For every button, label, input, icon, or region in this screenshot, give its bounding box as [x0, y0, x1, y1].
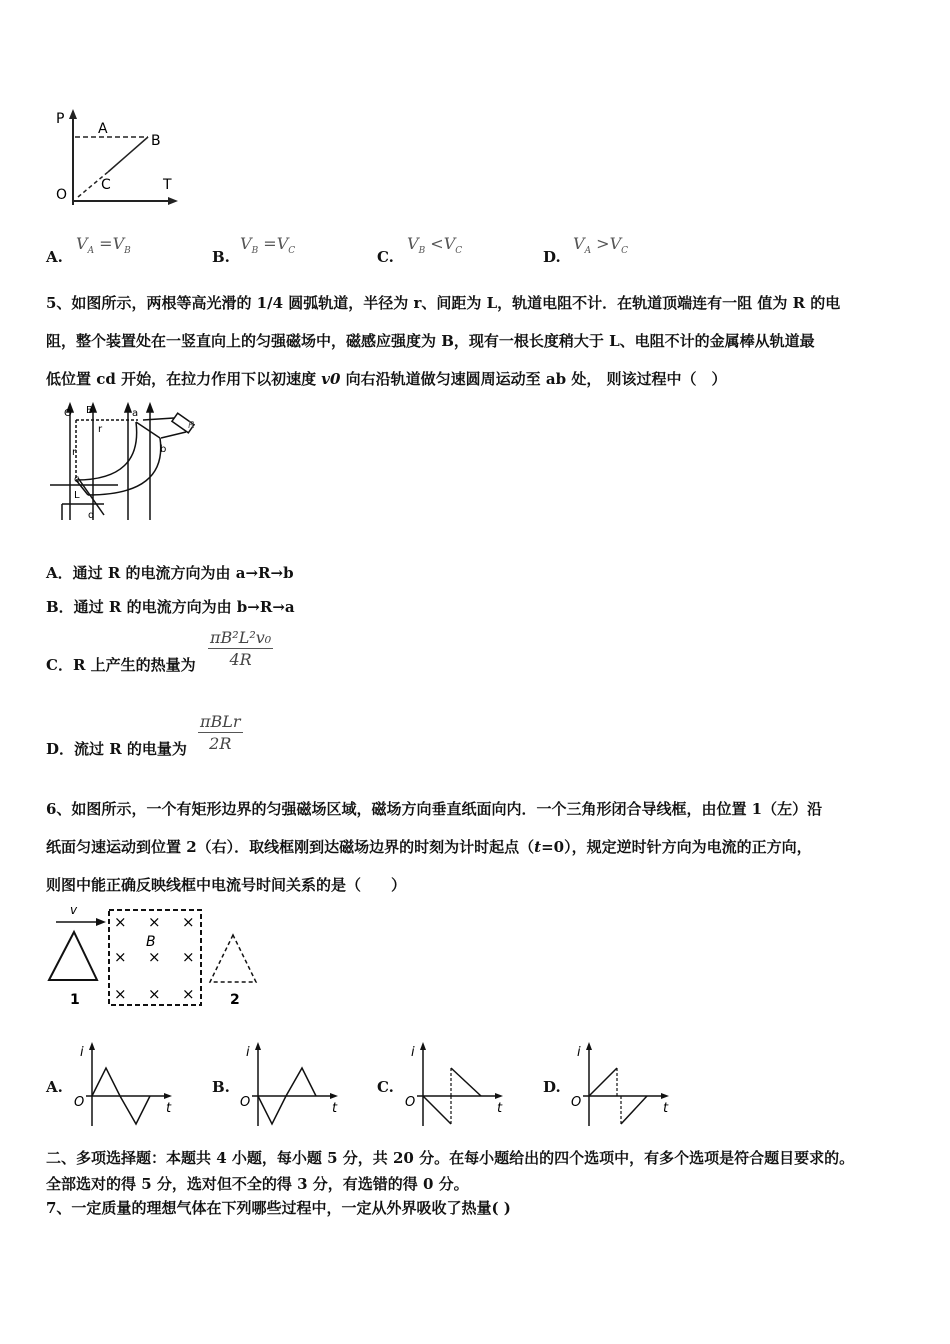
q5-line3-b: 向右沿轨道做匀速圆周运动至 ab 处， 则该过程中（ ） [340, 370, 727, 388]
q5-option-a[interactable]: A．通过 R 的电流方向为由 a→R→b [46, 564, 294, 582]
fraction-denominator: 2R [209, 734, 232, 753]
cross-mark: × [182, 913, 195, 931]
it-graph-d [563, 1038, 683, 1128]
option-letter: C. [377, 248, 394, 266]
axis-i-label: i [411, 1045, 415, 1060]
q6-option-a[interactable] [46, 1038, 186, 1128]
origin-label: O [56, 187, 68, 203]
q6-stem-line2 [46, 828, 906, 866]
q6-line2-a: 纸面匀速运动到位置 2（右）．取线框刚到达磁场边界的时刻为计时起点（ [46, 838, 535, 856]
origin-label: O [405, 1095, 416, 1110]
fig-l: L [74, 490, 80, 501]
q6-t: t [534, 838, 542, 856]
option-math: $V_A >V_C$ [573, 234, 629, 257]
cross-mark: × [148, 948, 161, 966]
cross-mark: × [114, 985, 127, 1003]
option-letter: D. [543, 1078, 561, 1096]
axis-p-label: P [56, 111, 65, 127]
axis-t-label: t [332, 1101, 338, 1116]
fraction-bar [208, 648, 273, 649]
axis-i-label: i [577, 1045, 581, 1060]
it-graph-b [232, 1038, 352, 1128]
fig-r1: r [98, 424, 103, 435]
q5-v0: v0 [321, 370, 341, 388]
option-math: $V_B <V_C$ [407, 234, 463, 257]
q5-stem-line1: 5、如图所示，两根等高光滑的 1/4 圆弧轨道，半径为 r、间距为 L，轨道电阻不计．在轨道顶端连有一阻 值为 R 的电 [46, 294, 841, 312]
q5-option-c-fraction [208, 628, 273, 669]
section2-heading-line2: 全部选对的得 5 分，选对但不全的得 3 分，有选错的得 0 分。 [46, 1175, 469, 1193]
axis-t-label: T [163, 177, 172, 193]
option-letter: A. [46, 248, 63, 266]
q6-stem-line3: 则图中能正确反映线框中电流号时间关系的是（ ） [46, 876, 407, 894]
fig-r2: r [72, 447, 77, 458]
fig-a: a [132, 408, 139, 419]
rail-figure [48, 400, 208, 525]
magnetic-field-figure [44, 900, 274, 1015]
q5-stem-line3 [46, 360, 906, 398]
pos2-label: 2 [230, 992, 240, 1008]
option-letter: B. [212, 1078, 230, 1096]
q6-option-b[interactable] [212, 1038, 352, 1128]
q5-stem-line2: 阻，整个装置处在一竖直向上的匀强磁场中，磁感应强度为 B，现有一根长度稍大于 L、电阻不计的金属棒从轨道最 [46, 332, 815, 350]
fig-b2: b [160, 444, 167, 455]
section2-heading-line1: 二、多项选择题：本题共 4 小题，每小题 5 分，共 20 分。在每小题给出的四个选项中，有多个选项是符合题目要求的。 [46, 1149, 855, 1167]
axis-i-label: i [246, 1045, 250, 1060]
point-c-label: C [101, 177, 111, 193]
fig-b: B [86, 405, 93, 416]
q6-option-d[interactable] [543, 1038, 683, 1128]
option-letter: D. [543, 248, 561, 266]
origin-label: O [74, 1095, 85, 1110]
q6-option-c[interactable] [377, 1038, 517, 1128]
axis-t-label: t [497, 1101, 503, 1116]
q5-line3-a: 低位置 cd 开始，在拉力作用下以初速度 [46, 370, 322, 388]
axis-t-label: t [663, 1101, 669, 1116]
option-letter: C. [377, 1078, 394, 1096]
q6-line2-b: =0），规定逆时针方向为电流的正方向， [541, 838, 812, 856]
it-graph-c [397, 1038, 517, 1128]
q7-stem-line1: 7、一定质量的理想气体在下列哪些过程中，一定从外界吸收了热量( ) [46, 1199, 511, 1217]
fraction-denominator: 4R [229, 650, 252, 669]
origin-label: O [240, 1095, 251, 1110]
velocity-label: v [70, 903, 78, 917]
point-b-label: B [151, 133, 161, 149]
fig-c: c [74, 474, 80, 485]
q5-option-d-text: D．流过 R 的电量为 [46, 740, 187, 758]
axis-t-label: t [166, 1101, 172, 1116]
cross-mark: × [182, 948, 195, 966]
cross-mark: × [148, 913, 161, 931]
fig-d: d [88, 510, 95, 521]
cross-mark: × [148, 985, 161, 1003]
axis-i-label: i [80, 1045, 84, 1060]
option-letter: A. [46, 1078, 63, 1096]
cross-mark: × [114, 948, 127, 966]
q5-option-c-text: C．R 上产生的热量为 [46, 656, 196, 674]
q5-option-c[interactable] [46, 628, 446, 688]
field-b-label: B [146, 934, 156, 950]
fig-R: R [188, 420, 195, 431]
fraction-numerator: πBLr [200, 712, 241, 731]
pos1-label: 1 [70, 992, 80, 1008]
option-math: $V_B =V_C$ [240, 234, 296, 257]
q5-option-d-fraction [198, 712, 243, 753]
q6-stem-line1: 6、如图所示，一个有矩形边界的匀强磁场区域，磁场方向垂直纸面向内．一个三角形闭合导线框，由位置 1（左）沿 [46, 800, 823, 818]
cross-mark: × [114, 913, 127, 931]
pt-graph [48, 105, 188, 215]
q5-option-d[interactable] [46, 712, 446, 772]
it-graph-a [66, 1038, 186, 1128]
option-letter: B. [212, 248, 230, 266]
cross-mark: × [182, 985, 195, 1003]
fraction-bar [198, 732, 243, 733]
origin-label: O [571, 1095, 582, 1110]
fig-o: O [64, 408, 72, 419]
q5-option-b[interactable]: B．通过 R 的电流方向为由 b→R→a [46, 598, 295, 616]
option-math: $V_A =V_B$ [76, 234, 131, 257]
point-a-label: A [98, 121, 108, 137]
fraction-numerator: πB²L²v₀ [210, 628, 272, 647]
